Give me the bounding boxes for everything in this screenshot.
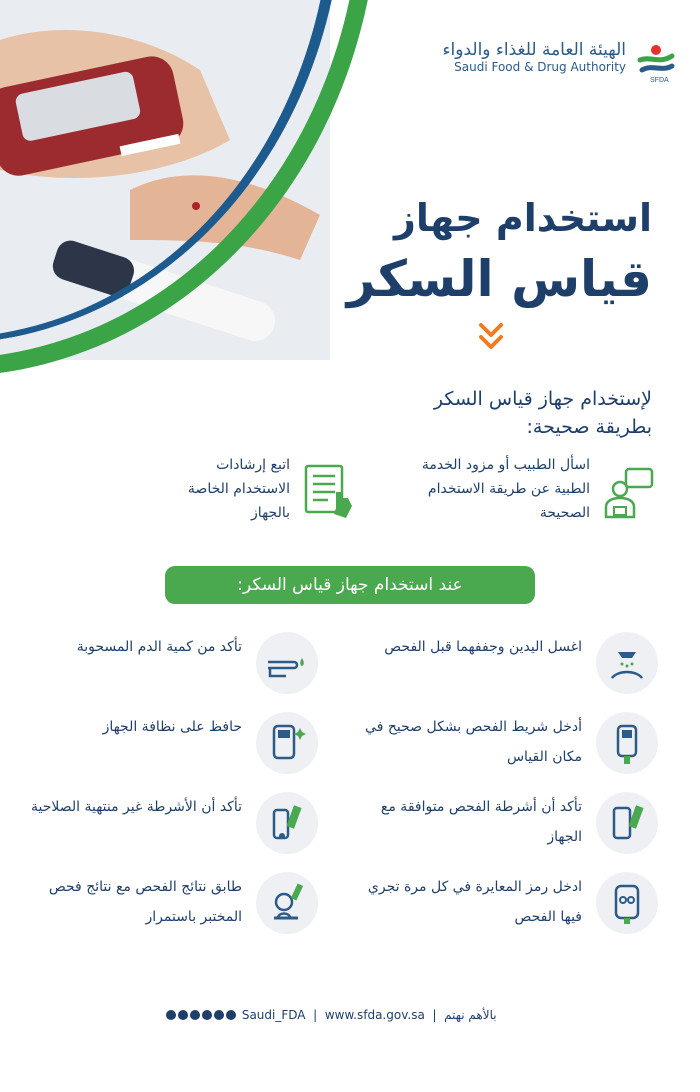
section-banner: عند استخدام جهاز قياس السكر: bbox=[165, 566, 535, 604]
icon-circle bbox=[596, 792, 658, 854]
list-item-calibration-code bbox=[358, 872, 658, 942]
list-item-wash-hands bbox=[358, 632, 658, 702]
youtube-icon[interactable] bbox=[178, 1010, 188, 1020]
list-item-lab-results bbox=[18, 872, 318, 942]
list-item-text: تأكد أن أشرطة الفحص متوافقة مع الجهاز bbox=[380, 799, 582, 845]
list-item-clean-device bbox=[18, 712, 318, 782]
facebook-icon[interactable] bbox=[226, 1010, 236, 1020]
website-link[interactable]: www.sfda.gov.sa bbox=[324, 1008, 425, 1022]
list-item-text: تأكد أن الأشرطة غير منتهية الصلاحية bbox=[30, 799, 242, 815]
strip-insert-icon bbox=[596, 712, 658, 774]
icon-circle bbox=[256, 872, 318, 934]
icon-circle bbox=[256, 792, 318, 854]
icon-circle bbox=[256, 712, 318, 774]
strip-compatible-icon bbox=[596, 792, 658, 854]
twitter-icon[interactable] bbox=[166, 1010, 176, 1020]
logo-english-text: Saudi Food & Drug Authority bbox=[454, 60, 626, 74]
tip-ask-doctor: اسأل الطبيب أو مزود الخدمة الطبية عن طريقة الاستخدام الصحيحة bbox=[421, 457, 590, 521]
intro-text bbox=[312, 385, 652, 441]
microscope-icon bbox=[256, 872, 318, 934]
sfda-logo bbox=[442, 40, 672, 84]
list-item-text: حافظ على نظافة الجهاز bbox=[102, 719, 242, 735]
icon-circle bbox=[596, 712, 658, 774]
list-item-blood-amount bbox=[18, 632, 318, 702]
strip-expiry-icon bbox=[256, 792, 318, 854]
list-item-text: تأكد من كمية الدم المسحوبة bbox=[76, 639, 242, 655]
list-item-strip-expiry bbox=[18, 792, 318, 862]
icon-circle bbox=[596, 872, 658, 934]
list-item-text: ادخل رمز المعايرة في كل مرة تجري فيها الفحص bbox=[367, 879, 582, 925]
list-item-text: أدخل شريط الفحص بشكل صحيح في مكان القياس bbox=[365, 719, 582, 765]
title-line-1: استخدام جهاز bbox=[394, 196, 652, 240]
instagram-icon[interactable] bbox=[202, 1010, 212, 1020]
tip-follow-instructions: اتبع إرشادات الاستخدام الخاصة بالجهاز bbox=[187, 457, 290, 521]
social-handle[interactable]: Saudi_FDA bbox=[241, 1008, 306, 1022]
social-icons bbox=[166, 1009, 238, 1023]
footer-divider: | bbox=[428, 1008, 441, 1022]
sfda-emblem-icon bbox=[636, 42, 676, 84]
icon-circle bbox=[596, 632, 658, 694]
hand-wash-icon bbox=[596, 632, 658, 694]
list-item-compatible-strips bbox=[358, 792, 658, 862]
snapchat-icon[interactable] bbox=[190, 1010, 200, 1020]
title-line-2: قياس السكر bbox=[346, 250, 652, 308]
footer-divider: | bbox=[309, 1008, 321, 1022]
footer-slogan: بالأهم نهتم bbox=[444, 1008, 497, 1022]
chat-doctor-icon bbox=[600, 465, 656, 521]
intro-line-1: لإستخدام جهاز قياس السكر bbox=[433, 388, 652, 410]
double-chevron-down-icon bbox=[477, 322, 505, 352]
list-item-insert-strip bbox=[358, 712, 658, 782]
decorative-arc-green bbox=[0, 0, 444, 436]
list-item-text: اغسل اليدين وجففهما قبل الفحص bbox=[384, 639, 582, 655]
intro-line-2: بطريقة صحيحة: bbox=[526, 416, 652, 438]
footer bbox=[166, 1008, 497, 1023]
logo-badge: SFDA bbox=[650, 77, 669, 84]
list-item-text: طابق نتائج الفحص مع نتائج فحص المختبر باستمرار bbox=[48, 879, 242, 925]
clean-device-icon bbox=[256, 712, 318, 774]
document-pointer-icon bbox=[300, 462, 360, 522]
meter-code-icon bbox=[596, 872, 658, 934]
logo-arabic-text: الهيئة العامة للغذاء والدواء bbox=[442, 40, 626, 60]
icon-circle bbox=[256, 632, 318, 694]
finger-blood-icon bbox=[256, 632, 318, 694]
linkedin-icon[interactable] bbox=[214, 1010, 224, 1020]
